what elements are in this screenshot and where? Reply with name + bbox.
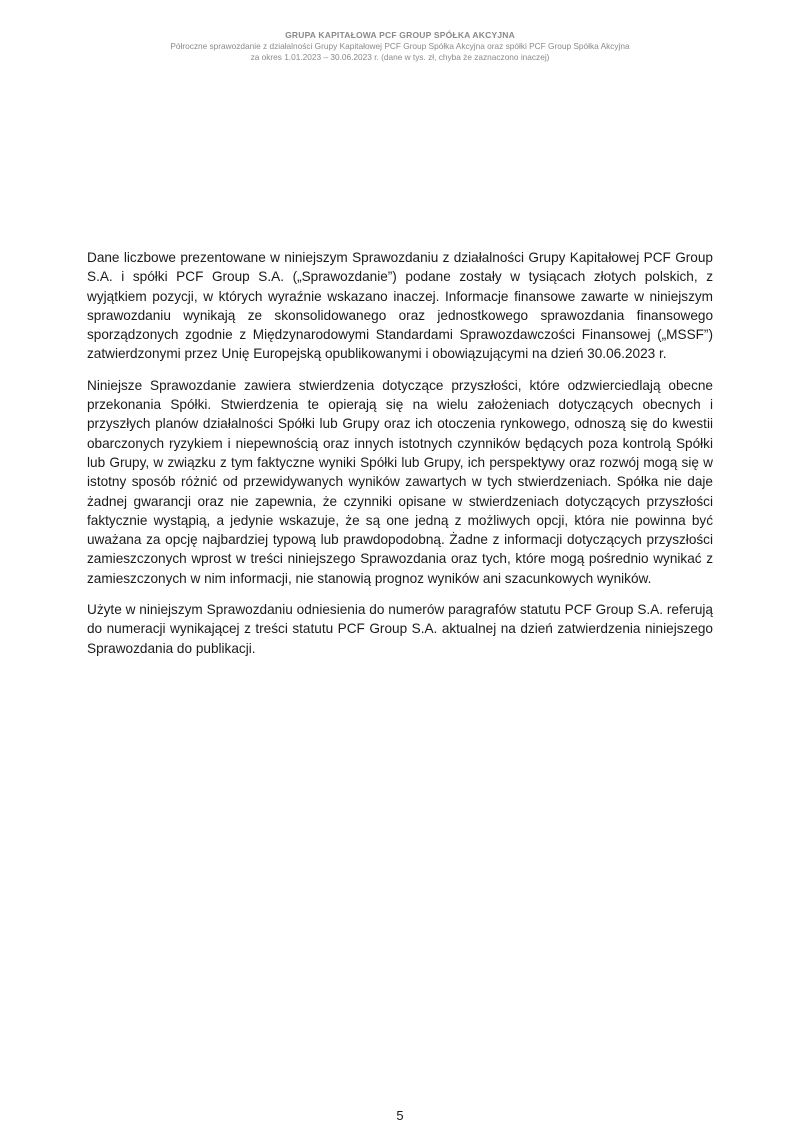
header-subtitle: Półroczne sprawozdanie z działalności Grupy Kapitałowej PCF Group Spółka Akcyjna oraz spółki PCF Group Spółka Akcyjna (170, 41, 630, 51)
page-number: 5 (396, 1108, 404, 1123)
paragraph: Niniejsze Sprawozdanie zawiera stwierdzenia dotyczące przyszłości, które odzwierciedlają obecne przekonania Spółki. Stwierdzenia te opierają się na wielu założeniach dotyczących obecnych i przyszłych planów działalności Spółki lub Grupy oraz ich otoczenia rynkowego, odnoszą się do kwestii obarczonych ryzykiem i niepewnością oraz innych istotnych czynników będących poza kontrolą Spółki lub Grupy, w związku z tym faktyczne wyniki Spółki lub Grupy, ich perspektywy oraz rozwój mogą się w istotny sposób różnić od przewidywanych wyników zawartych w tych stwierdzeniach. Spółka nie daje żadnej gwarancji oraz nie zapewnia, że czynniki opisane w stwierdzeniach dotyczących przyszłości faktycznie wystąpią, a jedynie wskazuje, że są one jedną z możliwych opcji, która nie powinna być uważana za opcję najbardziej typową lub prawdopodobną. Żadne z informacji dotyczących przyszłości zamieszczonych wprost w treści niniejszego Sprawozdania oraz tych, które mogą pośrednio wynikać z zamieszczonych w nim informacji, nie stanowią prognoz wyników ani szacunkowych wyników. (87, 377, 713, 586)
page-header (0, 30, 800, 62)
header-period: za okres 1.01.2023 – 30.06.2023 r. (dane w tys. zł, chyba że zaznaczono inaczej) (250, 51, 550, 62)
document-body (87, 248, 713, 670)
paragraph: Dane liczbowe prezentowane w niniejszym Sprawozdaniu z działalności Grupy Kapitałowej PCF Group S.A. i spółki PCF Group S.A. („Sprawozdanie”) podane zostały w tysiącach złotych polskich, z wyjątkiem pozycji, w których wyraźnie wskazano inaczej. Informacje finansowe zawarte w niniejszym sprawozdaniu wynikają ze skonsolidowanego oraz jednostkowego sprawozdania finansowego sporządzonych zgodnie z Międzynarodowymi Standardami Sprawozdawczości Finansowej („MSSF”) zatwierdzonymi przez Unię Europejską opublikowanymi i obowiązującymi na dzień 30.06.2023 r. (87, 250, 713, 362)
paragraph: Użyte w niniejszym Sprawozdaniu odniesienia do numerów paragrafów statutu PCF Group S.A. referują do numeracji wynikającej z treści statutu PCF Group S.A. aktualnej na dzień zatwierdzenia niniejszego Sprawozdania do publikacji. (87, 602, 713, 656)
header-title: GRUPA KAPITAŁOWA PCF GROUP SPÓŁKA AKCYJNA (285, 30, 515, 40)
